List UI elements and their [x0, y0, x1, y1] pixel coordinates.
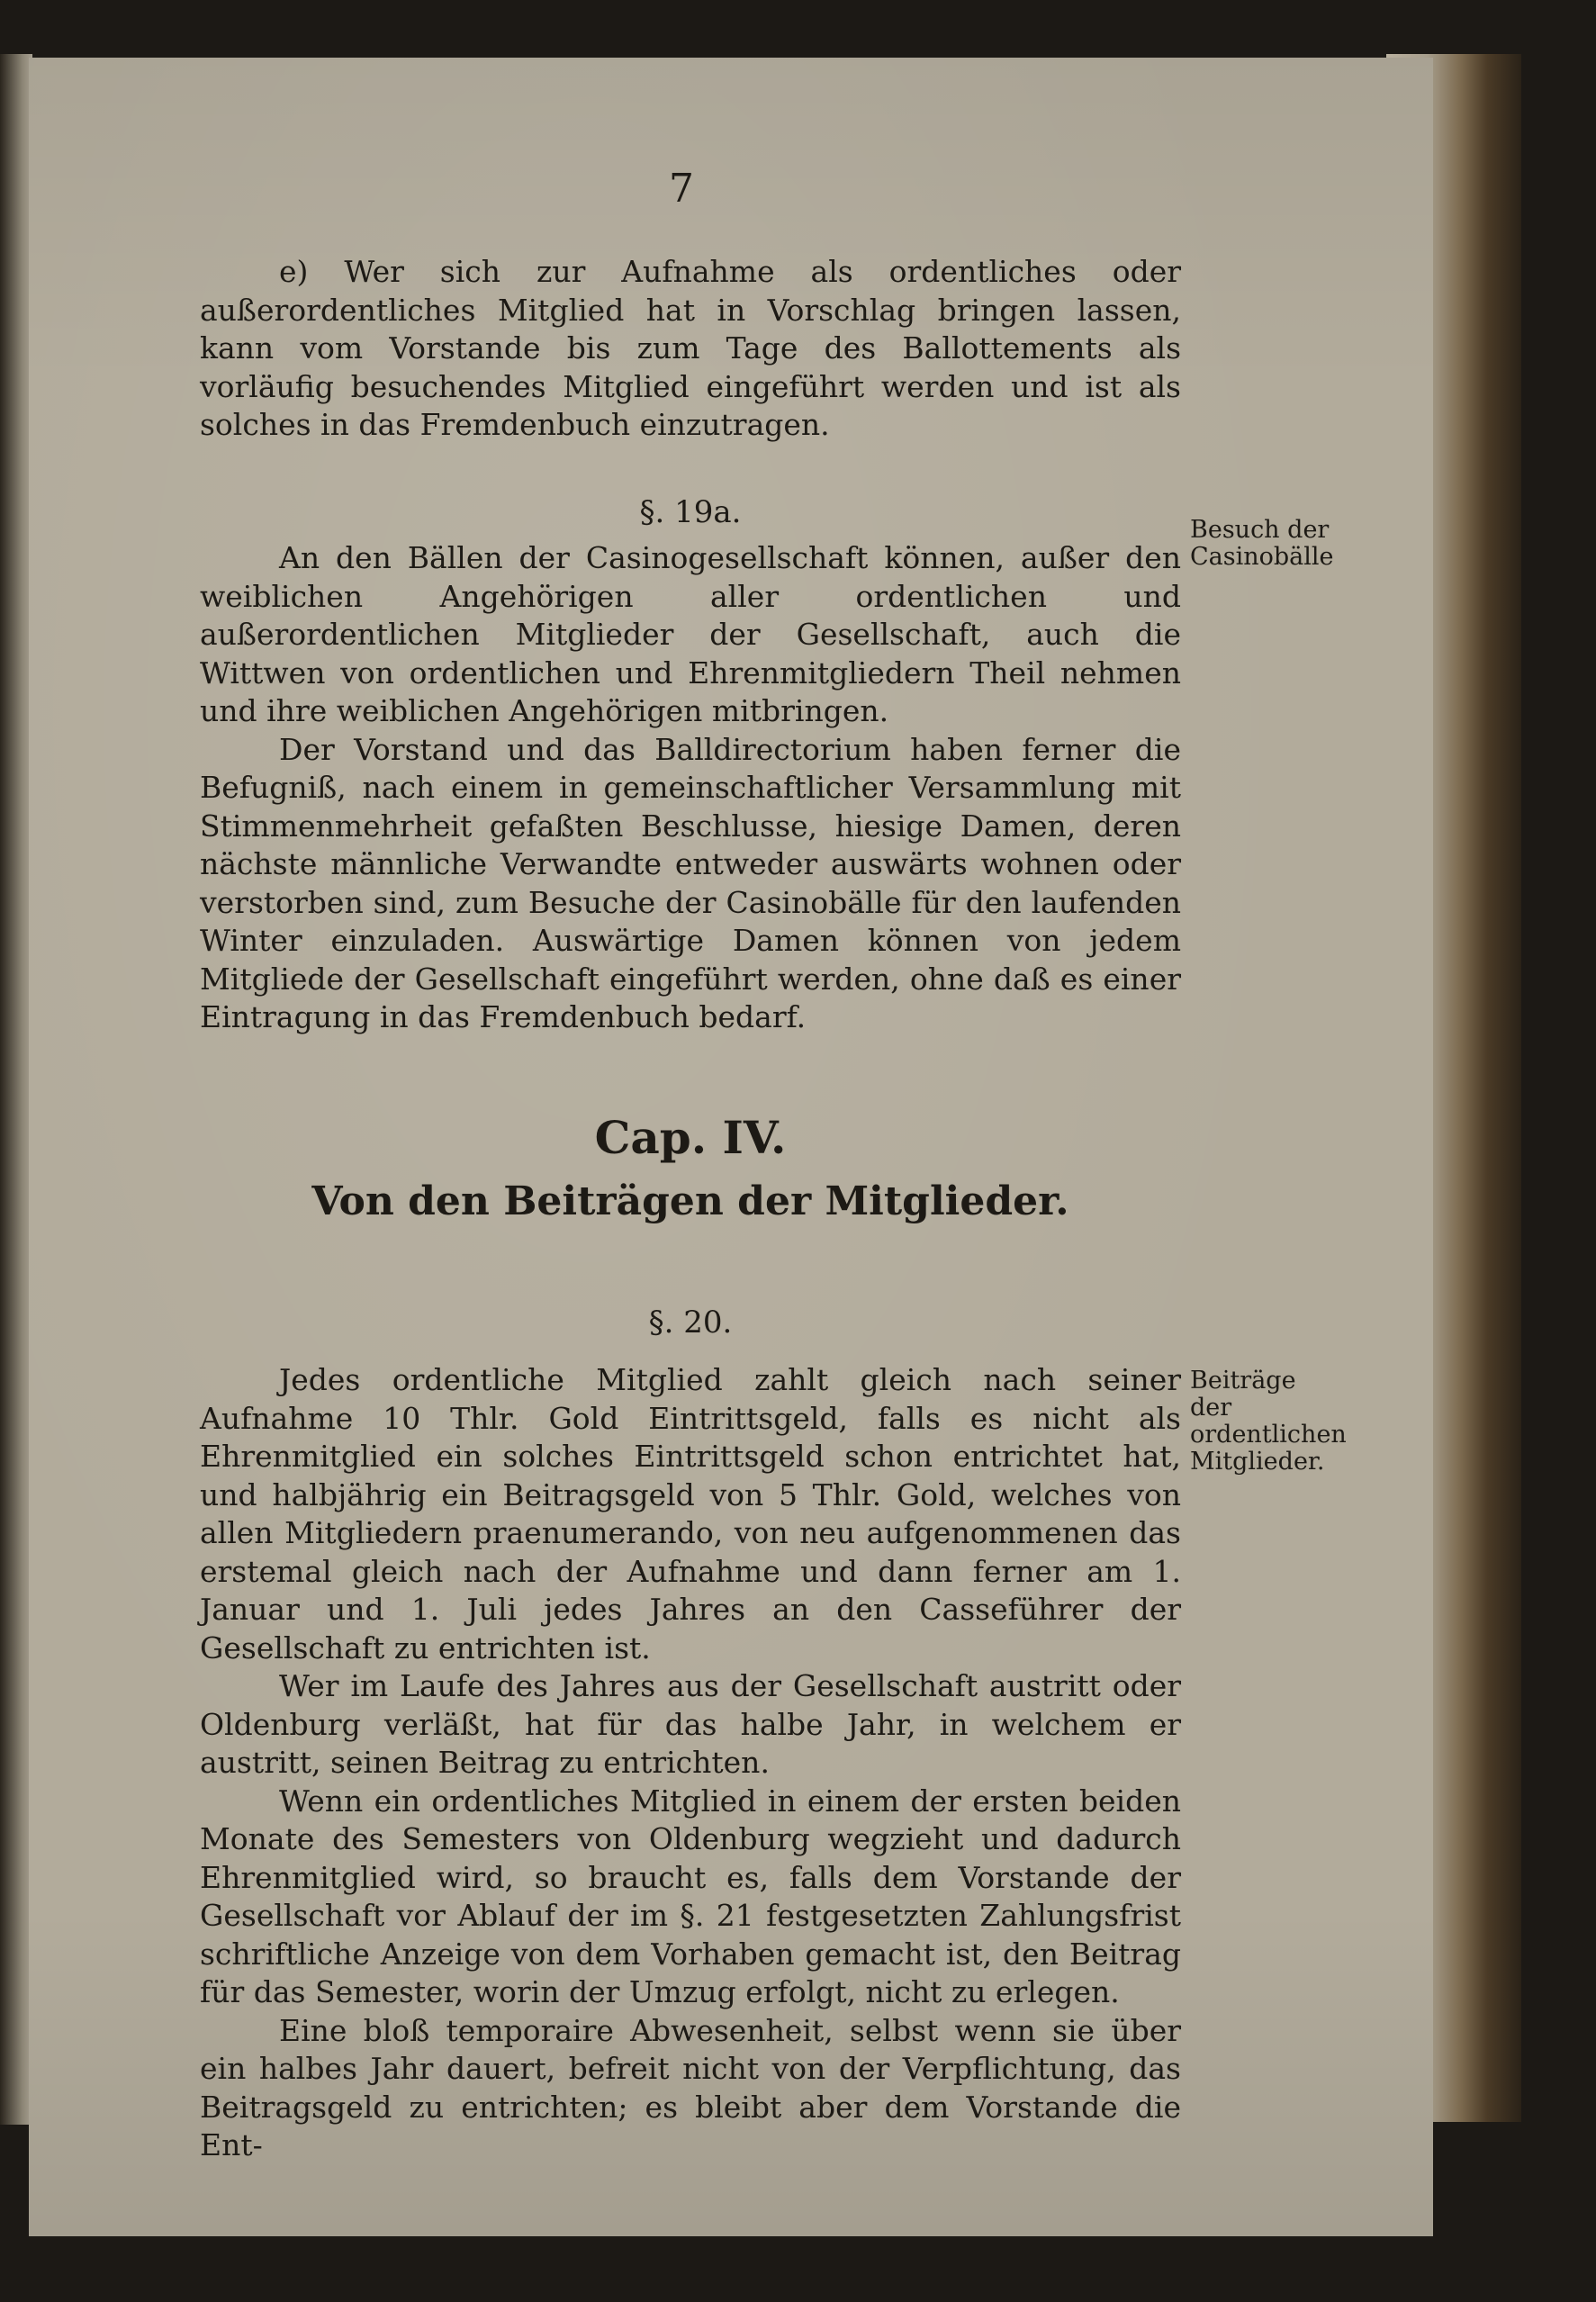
chapter-title: Cap. IV.	[594, 1111, 787, 1164]
chapter-subtitle: Von den Beiträgen der Mitglieder.	[311, 1178, 1069, 1224]
book-spine-shadow	[0, 54, 32, 2125]
section-heading-20: §. 20.	[648, 1304, 733, 1341]
paragraph-e	[200, 253, 1181, 445]
book-page	[29, 58, 1433, 2236]
section-19a-body	[200, 539, 1181, 1037]
paragraph: An den Bällen der Casinogesellschaft können, außer den weiblichen Angehörigen aller ordentlichen und außerordentlichen Mitglieder der Gesellschaft, auch die Wittwen von ordentlichen und Ehrenmitgliedern Theil nehmen und ihre weiblichen Angehörigen mitbringen.	[200, 540, 1181, 728]
paragraph: e) Wer sich zur Aufnahme als ordentliches oder außerordentliches Mitglied hat in Vorschlag bringen lassen, kann vom Vorstande bis zum Tage des Ballottements als vorläufig besuchendes Mitglied eingeführt werden und ist als solches in das Fremdenbuch einzutragen.	[200, 254, 1181, 442]
paragraph: Der Vorstand und das Balldirectorium haben ferner die Befugniß, nach einem in gemeinschaftlicher Versammlung mit Stimmenmehrheit gefaßten Beschlusse, hiesige Damen, deren nächste männliche Verwandte entweder auswärts wohnen oder verstorben sind, zum Besuche der Casinobälle für den laufenden Winter einzuladen. Auswärtige Damen können von jedem Mitgliede der Gesellschaft eingeführt werden, ohne daß es einer Eintragung in das Fremdenbuch bedarf.	[200, 731, 1181, 1034]
margin-note-beitraege: Beiträge der ordentlichen Mitglieder.	[1190, 1367, 1347, 1476]
paragraph: Jedes ordentliche Mitglied zahlt gleich nach seiner Aufnahme 10 Thlr. Gold Eintrittsgeld, falls es nicht als Ehrenmitglied ein solches Eintrittsgeld schon entrichtet hat, und halbjährig ein Beitragsgeld von 5 Thlr. Gold, welches von allen Mitgliedern praenumerando, von neu aufgenommenen das erstemal gleich nach der Aufnahme und dann ferner am 1. Januar und 1. Juli jedes Jahres an den Casseführer der Gesellschaft zu entrichten ist.	[200, 1362, 1181, 1666]
paragraph: Wer im Laufe des Jahres aus der Gesellschaft austritt oder Oldenburg verläßt, hat für das halbe Jahr, in welchem er austritt, seinen Beitrag zu entrichten.	[200, 1668, 1181, 1780]
paragraph: Eine bloß temporaire Abwesenheit, selbst wenn sie über ein halbes Jahr dauert, befreit nicht von der Verpflichtung, das Beitragsgeld zu entrichten; es bleibt aber dem Vorstande die Ent-	[200, 2012, 1181, 2162]
margin-note-casinobaelle: Besuch der Casinobälle	[1190, 516, 1334, 571]
page-number: 7	[669, 166, 694, 212]
paragraph: Wenn ein ordentliches Mitglied in einem der ersten beiden Monate des Semesters von Oldenburg wegzieht und dadurch Ehrenmitglied wird, so braucht es, falls dem Vorstande der Gesellschaft vor Ablauf der im §. 21 festgesetzten Zahlungsfrist schriftliche Anzeige von dem Vorhaben gemacht ist, den Beitrag für das Semester, worin der Umzug erfolgt, nicht zu erlegen.	[200, 1783, 1181, 2009]
section-heading-19a: §. 19a.	[639, 494, 742, 530]
section-20-body	[200, 1361, 1181, 2165]
